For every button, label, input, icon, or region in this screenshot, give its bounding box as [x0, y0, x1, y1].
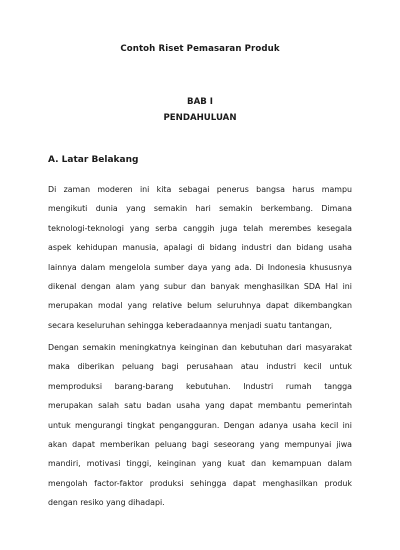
paragraph-line: teknologi-teknologi yang serba canggih juga telah merembes kesegala [48, 223, 352, 233]
paragraph-line: mandiri, motivasi tinggi, keinginan yang kuat dan kemampuan dalam [48, 459, 352, 469]
paragraph-line: mengolah factor-faktor produksi sehingga dapat menghasilkan produk [48, 478, 352, 488]
paragraph-line: untuk mengurangi tingkat pengangguran. Dengan adanya usaha kecil ini [48, 420, 352, 430]
paragraph-line: maka diberikan peluang bagi perusahaan atau industri kecil untuk [48, 362, 352, 372]
paragraph-line: Di zaman moderen ini kita sebagai penerus bangsa harus mampu [48, 185, 352, 194]
paragraph-line: lainnya dalam mengelola sumber daya yang ada. Di Indonesia khususnya [48, 262, 352, 272]
paragraph-line: memproduksi barang-barang kebutuhan. Industri rumah tangga [48, 381, 352, 391]
paragraph-line: Dengan semakin meningkatnya keinginan dan kebutuhan dari masyarakat [48, 343, 352, 352]
paragraph-line: dengan resiko yang dihadapi. [48, 498, 165, 508]
paragraph-line: mengikuti dunia yang semakin hari semakin berkembang. Dimana [48, 204, 352, 214]
document-title: Contoh Riset Pemasaran Produk [120, 44, 280, 54]
paragraph-1 [48, 180, 352, 335]
paragraph-line: merupakan modal yang relative belum seluruhnya dapat dikembangkan [48, 301, 352, 311]
paragraph-line: merupakan salah satu badan usaha yang dapat membantu pemerintah [48, 401, 352, 411]
paragraph-line: akan dapat memberikan peluang bagi seseorang yang mempunyai jiwa [48, 439, 352, 449]
paragraph-line: dikenal dengan alam yang subur dan banyak menghasilkan SDA Hal ini [48, 281, 352, 291]
paragraph-line: aspek kehidupan manusia, apalagi di bidang industri dan bidang usaha [48, 243, 352, 253]
chapter-number: BAB I [187, 97, 213, 107]
chapter-title: PENDAHULUAN [163, 113, 237, 123]
paragraph-line: secara keseluruhan sehingga keberadaannya menjadi suatu tantangan, [48, 320, 332, 330]
paragraph-2 [48, 338, 352, 513]
section-heading: A. Latar Belakang [48, 155, 139, 165]
